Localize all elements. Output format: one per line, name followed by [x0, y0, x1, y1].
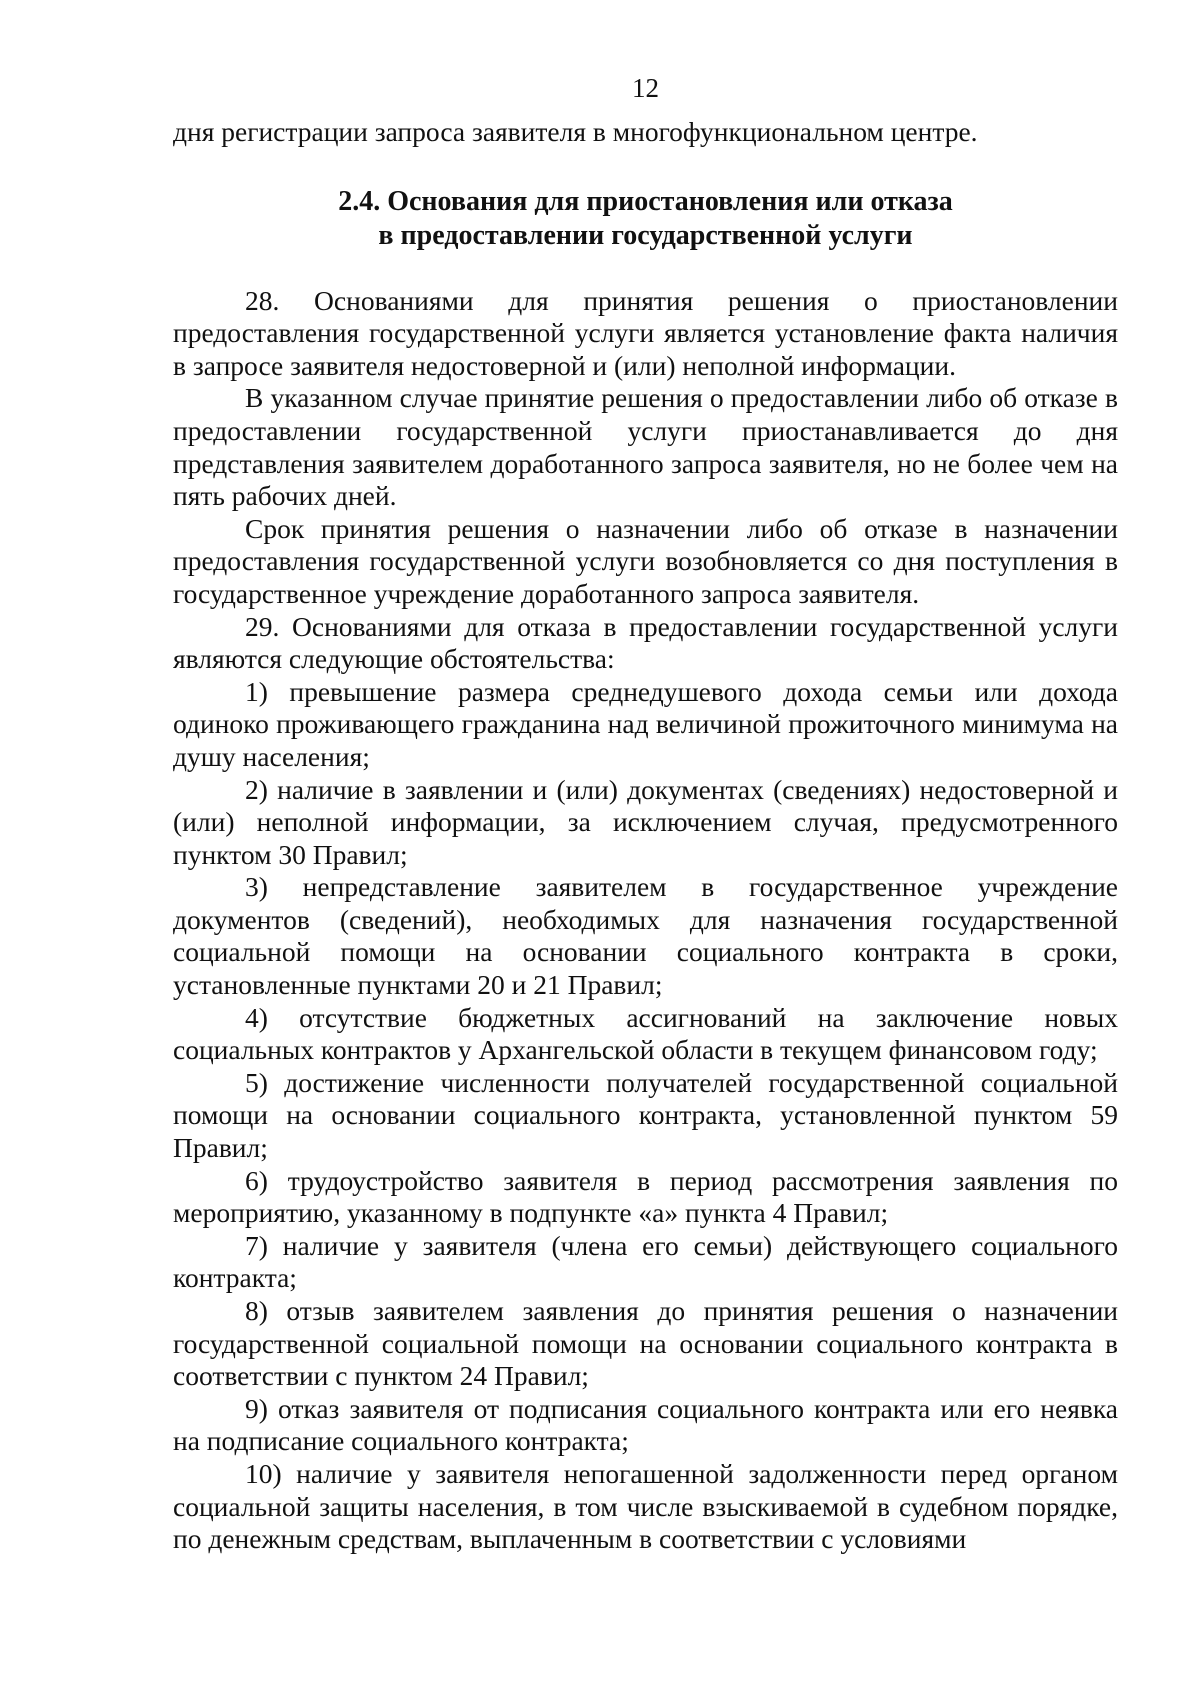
- lead-line: дня регистрации запроса заявителя в многофункциональном центре.: [173, 116, 978, 147]
- section-heading-line-2: в предоставлении государственной услуги: [378, 219, 913, 251]
- list-item-4: 4) отсутствие бюджетных ассигнований на заключение новых социальных контрактов у Архангельской области в текущем финансовом году;: [173, 1001, 1118, 1066]
- paragraph-28-term: Срок принятия решения о назначении либо об отказе в назначении предоставления государственной услуги возобновляется со дня поступления в государственное учреждение доработанного запроса заявителя.: [173, 512, 1118, 609]
- list-item-6: 6) трудоустройство заявителя в период рассмотрения заявления по мероприятию, указанному в подпункте «а» пункта 4 Правил;: [173, 1164, 1118, 1229]
- section-heading-line-1: 2.4. Основания для приостановления или отказа: [338, 185, 953, 217]
- document-page: [173, 68, 1118, 1556]
- list-item-5: 5) достижение численности получателей государственной социальной помощи на основании социального контракта, установленной пунктом 59 Правил;: [173, 1066, 1118, 1164]
- page-number: 12: [632, 73, 659, 103]
- section-heading: [173, 185, 1118, 253]
- list-item-7: 7) наличие у заявителя (члена его семьи) действующего социального контракта;: [173, 1229, 1118, 1294]
- list-item-1: 1) превышение размера среднедушевого дохода семьи или дохода одиноко проживающего гражданина над величиной прожиточного минимума на душу населения;: [173, 675, 1118, 772]
- paragraph-28-suspension: В указанном случае принятие решения о предоставлении либо об отказе в предоставлении государственной услуги приостанавливается до дня представления заявителем доработанного запроса заявителя, но не более чем на пять рабочих дней.: [173, 382, 1118, 512]
- paragraph-28: 28. Основаниями для принятия решения о приостановлении предоставления государственной услуги является установление факта наличия в запросе заявителя недостоверной и (или) неполной информации.: [173, 284, 1118, 381]
- list-item-2: 2) наличие в заявлении и (или) документах (сведениях) недостоверной и (или) неполной информации, за исключением случая, предусмотренного пунктом 30 Правил;: [173, 773, 1118, 870]
- list-item-8: 8) отзыв заявителем заявления до принятия решения о назначении государственной социальной помощи на основании социального контракта в соответствии с пунктом 24 Правил;: [173, 1295, 1118, 1392]
- list-item-3: 3) непредставление заявителем в государственное учреждение документов (сведений), необходимых для назначения государственной социальной помощи на основании социального контракта в сроки, установленные пунктами 20 и 21 Правил;: [173, 871, 1118, 1001]
- list-item-9: 9) отказ заявителя от подписания социального контракта или его неявка на подписание социального контракта;: [173, 1392, 1118, 1457]
- paragraph-29: 29. Основаниями для отказа в предоставлении государственной услуги являются следующие обстоятельства:: [173, 610, 1118, 675]
- list-item-10: 10) наличие у заявителя непогашенной задолженности перед органом социальной защиты населения, в том числе взыскиваемой в судебном порядке, по денежным средствам, выплаченным в соответствии с условиями: [173, 1457, 1118, 1555]
